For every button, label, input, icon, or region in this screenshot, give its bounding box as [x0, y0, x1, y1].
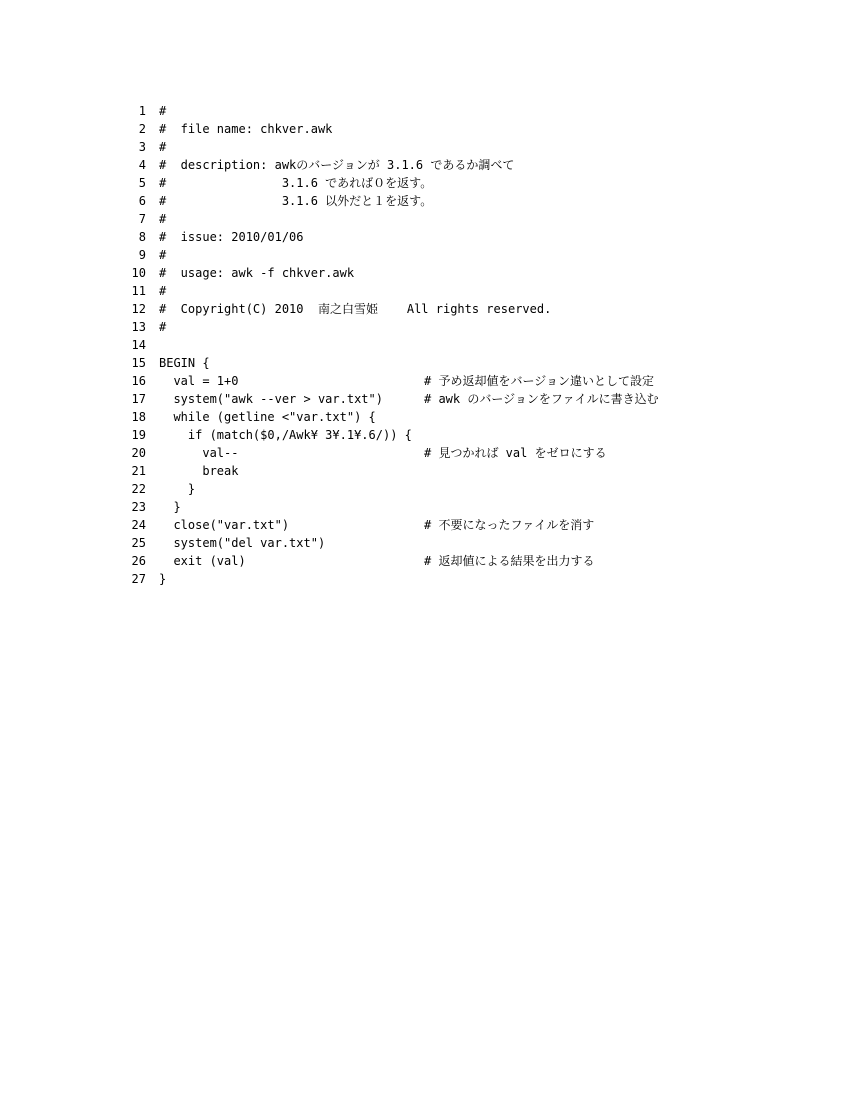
code-text: # file name: chkver.awk [159, 122, 333, 136]
code-text: system("awk --ver > var.txt") [159, 392, 383, 406]
line-number: 22 [131, 482, 146, 496]
code-line [128, 228, 828, 246]
code-line [128, 408, 828, 426]
code-line [128, 192, 828, 210]
code-text: if (match($0,/Awk¥ 3¥.1¥.6/)) { [159, 428, 412, 442]
code-line [128, 462, 828, 480]
code-text: } [159, 572, 167, 586]
code-text: # [159, 248, 167, 262]
code-line [128, 498, 828, 516]
code-text: # issue: 2010/01/06 [159, 230, 304, 244]
code-line [128, 534, 828, 552]
line-number: 11 [131, 284, 146, 298]
code-comment: # 予め返却値をバージョン違いとして設定 [424, 374, 654, 388]
line-number: 1 [138, 104, 146, 118]
code-line [128, 480, 828, 498]
line-number: 19 [131, 428, 146, 442]
code-text: while (getline <"var.txt") { [159, 410, 376, 424]
line-number: 6 [138, 194, 146, 208]
code-text: # [159, 284, 167, 298]
line-number: 5 [138, 176, 146, 190]
line-number: 24 [131, 518, 146, 532]
code-line [128, 156, 828, 174]
code-line [128, 516, 828, 534]
code-line [128, 354, 828, 372]
line-number: 20 [131, 446, 146, 460]
line-number: 17 [131, 392, 146, 406]
code-text: # [159, 140, 167, 154]
code-text: break [159, 464, 239, 478]
code-line [128, 444, 828, 462]
code-line [128, 372, 828, 390]
line-number: 13 [131, 320, 146, 334]
line-number: 9 [138, 248, 146, 262]
code-line [128, 174, 828, 192]
line-number: 3 [138, 140, 146, 154]
code-line [128, 300, 828, 318]
code-comment: # 返却値による結果を出力する [424, 554, 595, 568]
line-number: 21 [131, 464, 146, 478]
code-text: # usage: awk -f chkver.awk [159, 266, 355, 280]
code-line [128, 426, 828, 444]
code-line [128, 102, 828, 120]
line-number: 2 [138, 122, 146, 136]
line-number: 12 [131, 302, 146, 316]
code-line [128, 246, 828, 264]
line-number: 10 [131, 266, 146, 280]
code-text: close("var.txt") [159, 518, 290, 532]
code-comment: # awk のバージョンをファイルに書き込む [424, 392, 659, 406]
code-line [128, 138, 828, 156]
code-line [128, 570, 828, 588]
code-text: # description: awkのバージョンが 3.1.6 であるか調べて [159, 158, 515, 172]
line-number: 14 [131, 338, 146, 352]
line-number: 25 [131, 536, 146, 550]
code-line [128, 552, 828, 570]
line-number: 8 [138, 230, 146, 244]
code-text: # [159, 104, 167, 118]
code-line [128, 264, 828, 282]
line-number: 7 [138, 212, 146, 226]
line-number: 23 [131, 500, 146, 514]
code-comment: # 見つかれば val をゼロにする [424, 446, 607, 460]
line-number: 15 [131, 356, 146, 370]
code-text: # [159, 212, 167, 226]
line-number: 26 [131, 554, 146, 568]
code-line [128, 120, 828, 138]
line-number: 27 [131, 572, 146, 586]
code-line [128, 318, 828, 336]
code-text: # Copyright(C) 2010 南之白雪姫 All rights reserved. [159, 302, 552, 316]
code-text: exit (val) [159, 554, 246, 568]
code-text: # [159, 320, 167, 334]
line-number: 18 [131, 410, 146, 424]
code-text: } [159, 482, 196, 496]
code-text: # 3.1.6 であれば０を返す。 [159, 176, 433, 190]
code-line [128, 210, 828, 228]
code-text: } [159, 500, 181, 514]
code-comment: # 不要になったファイルを消す [424, 518, 595, 532]
code-line [128, 390, 828, 408]
code-text: BEGIN { [159, 356, 210, 370]
code-text: # 3.1.6 以外だと１を返す。 [159, 194, 433, 208]
code-line [128, 282, 828, 300]
code-listing [128, 102, 828, 588]
code-line [128, 336, 828, 354]
code-text: val-- [159, 446, 239, 460]
code-text: val = 1+0 [159, 374, 239, 388]
line-number: 4 [138, 158, 146, 172]
line-number: 16 [131, 374, 146, 388]
code-text: system("del var.txt") [159, 536, 326, 550]
